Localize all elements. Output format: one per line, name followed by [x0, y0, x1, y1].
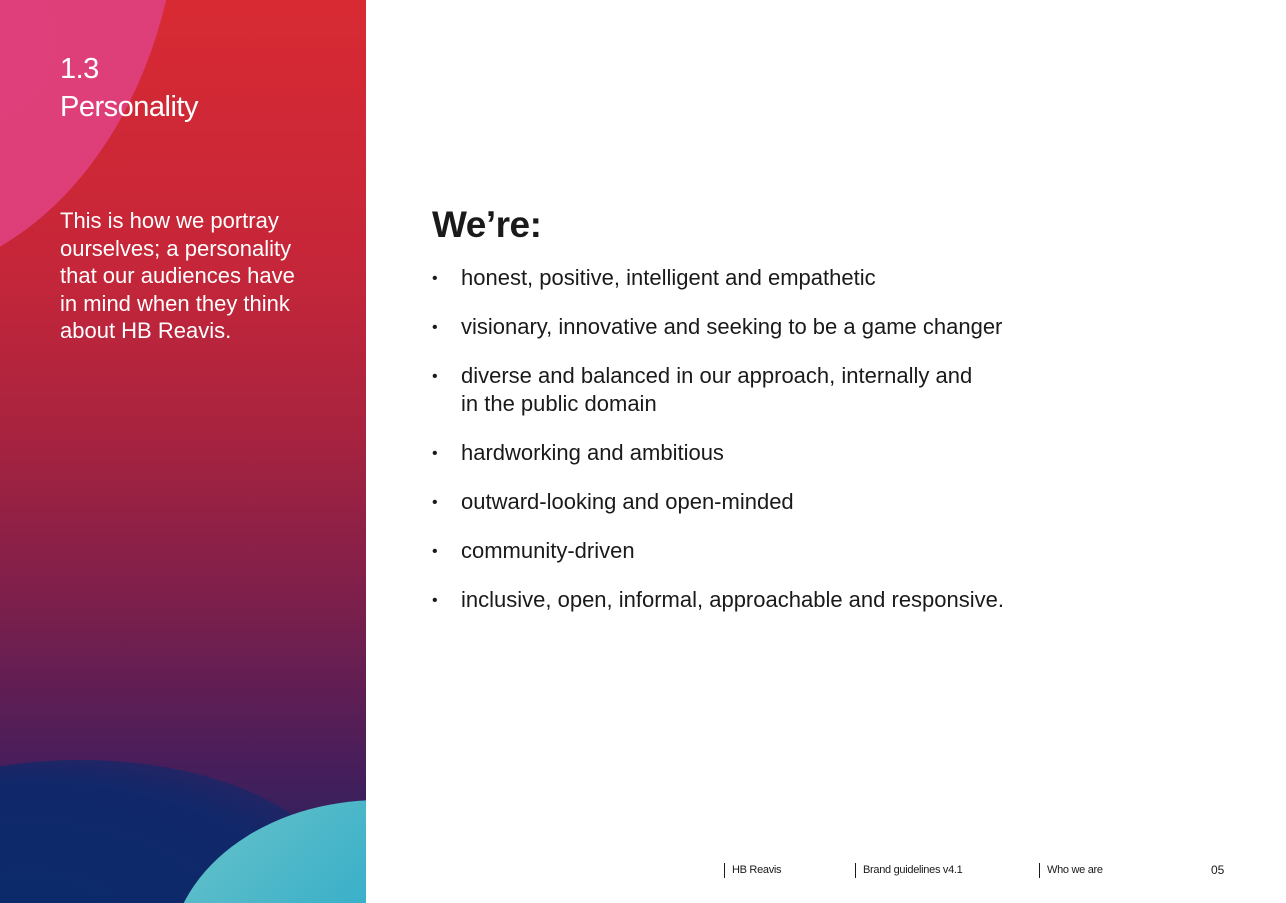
bullet-icon: • [432, 445, 438, 462]
intro-paragraph: This is how we portray ourselves; a personality that our audiences have in mind when they think about HB Reavis. [60, 208, 295, 343]
trait-item [432, 264, 1032, 292]
trait-item [432, 488, 1032, 516]
bullet-icon: • [432, 270, 438, 287]
section-title: Personality [60, 91, 198, 123]
trait-text: community-driven [461, 538, 635, 563]
sidebar-panel [0, 0, 366, 903]
bullet-icon: • [432, 592, 438, 609]
bullet-icon: • [432, 368, 438, 385]
section-number: 1.3 [60, 53, 99, 85]
trait-item [432, 586, 1032, 614]
trait-text: outward-looking and open-minded [461, 489, 794, 514]
trait-text: hardworking and ambitious [461, 440, 724, 465]
trait-item [432, 313, 1032, 341]
page-heading: We’re: [432, 204, 542, 245]
trait-item [432, 537, 1032, 565]
trait-text: diverse and balanced in our approach, internally and in the public domain [461, 363, 973, 416]
footer-document-title: Brand guidelines v4.1 [855, 863, 963, 878]
bullet-icon: • [432, 543, 438, 560]
trait-item [432, 439, 1032, 467]
page-number: 05 [1211, 863, 1225, 877]
bullet-icon: • [432, 494, 438, 511]
footer-section-name: Who we are [1039, 863, 1103, 878]
trait-text: honest, positive, intelligent and empathetic [461, 265, 876, 290]
trait-text: visionary, innovative and seeking to be a game changer [461, 314, 1003, 339]
trait-item [432, 362, 1032, 418]
bullet-icon: • [432, 319, 438, 336]
trait-text: inclusive, open, informal, approachable and responsive. [461, 587, 1004, 612]
personality-trait-list [432, 264, 1032, 635]
footer-company: HB Reavis [724, 863, 781, 878]
